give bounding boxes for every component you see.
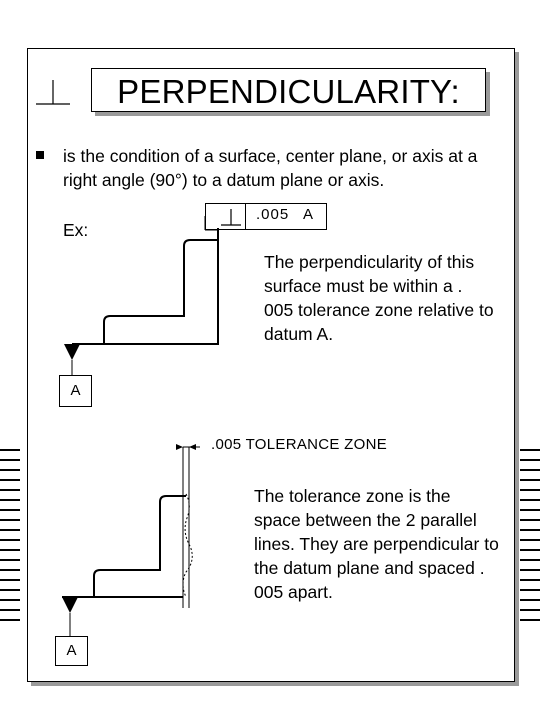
explanation-2: The tolerance zone is the space between the 2 parallel lines. They are perpendicular to the datum plane and spaced . 005 apart. [254, 486, 499, 602]
tolerance-zone-label: .005 TOLERANCE ZONE [211, 436, 388, 453]
actual-surface-line [183, 494, 192, 597]
part-outline-1 [72, 228, 218, 344]
zone-arrow-right-icon [189, 444, 196, 450]
tolerance-zone-lines [183, 447, 200, 608]
datum-triangle-1 [64, 344, 80, 375]
datum-box-1: A [59, 375, 92, 407]
part-outline-2 [62, 496, 186, 597]
example-label: Ex: [63, 220, 89, 240]
datum-box-2: A [55, 636, 88, 666]
explanation-1: The perpendicularity of this surface must be within a . 005 tolerance zone relative to datum A. [264, 252, 494, 344]
zone-arrow-left-icon [176, 444, 183, 450]
datum-triangle-2 [62, 597, 78, 636]
definition-text: is the condition of a surface, center plane, or axis at a right angle (90°) to a datum plane or axis. [63, 146, 478, 190]
fcf-tolerance: .005 [256, 206, 290, 223]
fcf-datum: A [303, 206, 314, 223]
page-title: PERPENDICULARITY: [117, 73, 460, 110]
leader-line-1 [205, 216, 218, 230]
